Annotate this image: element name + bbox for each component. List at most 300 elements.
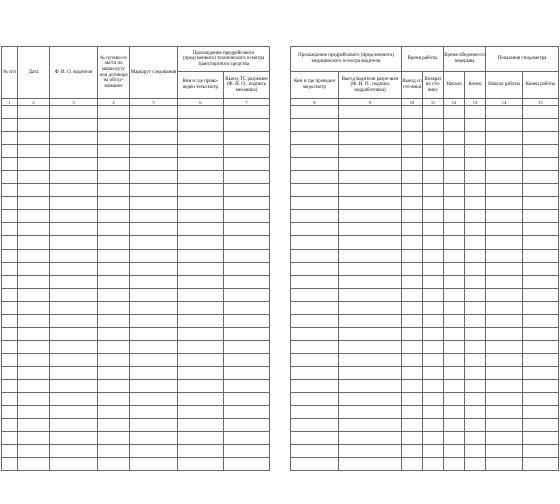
- table-cell: [98, 184, 130, 197]
- table-cell: [2, 366, 18, 379]
- table-cell: [2, 340, 18, 353]
- table-cell: [2, 288, 18, 301]
- table-cell: [98, 197, 130, 210]
- table-cell: [444, 327, 465, 340]
- table-cell: [98, 132, 130, 145]
- table-cell: [402, 210, 423, 223]
- table-cell: [444, 249, 465, 262]
- table-row: [291, 171, 559, 184]
- table-cell: [465, 366, 486, 379]
- table-cell: [402, 132, 423, 145]
- table-cell: [465, 119, 486, 132]
- table-cell: [224, 419, 270, 432]
- table-row: [291, 158, 559, 171]
- table-cell: [2, 210, 18, 223]
- table-cell: [465, 432, 486, 445]
- table-row: [2, 210, 270, 223]
- table-cell: [402, 288, 423, 301]
- table-cell: [444, 340, 465, 353]
- table-cell: [402, 445, 423, 458]
- table-cell: [486, 432, 523, 445]
- table-cell: [444, 119, 465, 132]
- table-cell: [18, 393, 50, 406]
- table-cell: [18, 171, 50, 184]
- table-cell: [444, 236, 465, 249]
- table-cell: [98, 314, 130, 327]
- table-row: [291, 184, 559, 197]
- table-cell: [339, 223, 402, 236]
- table-cell: [423, 106, 444, 119]
- table-row: [2, 184, 270, 197]
- table-cell: [50, 223, 98, 236]
- table-cell: [486, 366, 523, 379]
- table-cell: [486, 406, 523, 419]
- table-cell: [50, 340, 98, 353]
- table-cell: [339, 197, 402, 210]
- table-cell: [224, 106, 270, 119]
- table-cell: [224, 366, 270, 379]
- table-cell: [130, 327, 178, 340]
- table-cell: [178, 184, 224, 197]
- table-cell: [486, 327, 523, 340]
- table-cell: [130, 432, 178, 445]
- table-cell: [339, 419, 402, 432]
- table-cell: [18, 197, 50, 210]
- column-number: 4: [98, 99, 130, 106]
- table-cell: [130, 262, 178, 275]
- table-cell: [224, 171, 270, 184]
- table-cell: [178, 210, 224, 223]
- table-cell: [486, 106, 523, 119]
- table-cell: [2, 197, 18, 210]
- table-cell: [402, 145, 423, 158]
- table-cell: [18, 366, 50, 379]
- table-cell: [18, 106, 50, 119]
- table-cell: [130, 288, 178, 301]
- table-row: [2, 406, 270, 419]
- table-cell: [18, 353, 50, 366]
- table-cell: [291, 119, 339, 132]
- table-cell: [339, 445, 402, 458]
- table-cell: [224, 262, 270, 275]
- table-cell: [423, 223, 444, 236]
- table-row: [291, 275, 559, 288]
- table-cell: [224, 379, 270, 392]
- table-cell: [339, 184, 402, 197]
- table-cell: [18, 275, 50, 288]
- table-row: [2, 145, 270, 158]
- table-row: [291, 132, 559, 145]
- journal-left-page: [1, 46, 270, 471]
- table-cell: [523, 314, 559, 327]
- table-cell: [465, 106, 486, 119]
- table-cell: [224, 301, 270, 314]
- table-cell: [2, 184, 18, 197]
- table-cell: [130, 210, 178, 223]
- table-cell: [523, 236, 559, 249]
- table-cell: [291, 432, 339, 445]
- column-number: 5: [130, 99, 178, 106]
- table-cell: [130, 379, 178, 392]
- table-cell: [486, 119, 523, 132]
- table-cell: [224, 210, 270, 223]
- table-cell: [224, 314, 270, 327]
- table-cell: [178, 197, 224, 210]
- header-lunch-start: Начало: [444, 72, 465, 99]
- column-number: 7: [224, 99, 270, 106]
- table-cell: [50, 353, 98, 366]
- table-cell: [50, 171, 98, 184]
- table-cell: [18, 419, 50, 432]
- table-cell: [465, 249, 486, 262]
- table-cell: [444, 197, 465, 210]
- table-cell: [444, 432, 465, 445]
- table-cell: [18, 119, 50, 132]
- table-row: [2, 366, 270, 379]
- table-cell: [98, 145, 130, 158]
- table-cell: [98, 406, 130, 419]
- table-cell: [423, 406, 444, 419]
- table-cell: [444, 158, 465, 171]
- table-cell: [130, 445, 178, 458]
- table-row: [291, 197, 559, 210]
- table-cell: [444, 210, 465, 223]
- table-cell: [523, 406, 559, 419]
- table-row: [291, 445, 559, 458]
- table-cell: [523, 132, 559, 145]
- table-cell: [50, 119, 98, 132]
- table-cell: [2, 145, 18, 158]
- table-cell: [224, 132, 270, 145]
- table-cell: [523, 249, 559, 262]
- table-cell: [98, 223, 130, 236]
- table-cell: [50, 406, 98, 419]
- table-cell: [178, 171, 224, 184]
- table-cell: [486, 236, 523, 249]
- table-cell: [402, 184, 423, 197]
- table-cell: [50, 158, 98, 171]
- table-cell: [402, 432, 423, 445]
- table-cell: [2, 106, 18, 119]
- table-cell: [339, 314, 402, 327]
- table-cell: [523, 210, 559, 223]
- table-cell: [224, 406, 270, 419]
- table-cell: [18, 458, 50, 471]
- table-cell: [50, 393, 98, 406]
- table-cell: [402, 236, 423, 249]
- table-cell: [423, 288, 444, 301]
- table-row: [2, 314, 270, 327]
- table-row: [2, 236, 270, 249]
- table-cell: [224, 249, 270, 262]
- table-cell: [486, 419, 523, 432]
- table-cell: [130, 197, 178, 210]
- table-cell: [402, 119, 423, 132]
- table-cell: [18, 184, 50, 197]
- table-cell: [486, 314, 523, 327]
- table-cell: [402, 106, 423, 119]
- column-number: 2: [18, 99, 50, 106]
- table-cell: [18, 262, 50, 275]
- table-cell: [130, 314, 178, 327]
- table-cell: [18, 249, 50, 262]
- table-cell: [224, 353, 270, 366]
- table-row: [291, 119, 559, 132]
- table-cell: [2, 393, 18, 406]
- table-row: [2, 132, 270, 145]
- table-cell: [465, 301, 486, 314]
- table-cell: [98, 445, 130, 458]
- table-cell: [486, 458, 523, 471]
- table-cell: [178, 132, 224, 145]
- table-cell: [291, 171, 339, 184]
- table-cell: [339, 327, 402, 340]
- table-cell: [523, 197, 559, 210]
- table-cell: [130, 249, 178, 262]
- column-number: 15: [523, 99, 559, 106]
- table-cell: [130, 353, 178, 366]
- header-work-end: Конец работы: [523, 72, 559, 99]
- header-medical-inspection: Прохождение предрейсового (предсменного) медицинского осмотра водителя: [291, 47, 402, 72]
- table-cell: [444, 223, 465, 236]
- table-cell: [50, 106, 98, 119]
- table-cell: [224, 458, 270, 471]
- table-cell: [98, 158, 130, 171]
- table-cell: [98, 171, 130, 184]
- table-cell: [444, 353, 465, 366]
- table-row: [2, 171, 270, 184]
- table-row: [2, 445, 270, 458]
- table-cell: [523, 419, 559, 432]
- column-number: 1: [2, 99, 18, 106]
- table-cell: [465, 236, 486, 249]
- table-cell: [50, 262, 98, 275]
- table-cell: [18, 223, 50, 236]
- header-driver-release: Выезд водителя разре-шен (Ф. И. О., подпись медработника): [339, 72, 402, 99]
- table-cell: [402, 393, 423, 406]
- table-cell: [423, 432, 444, 445]
- table-cell: [178, 406, 224, 419]
- table-cell: [339, 236, 402, 249]
- table-cell: [224, 236, 270, 249]
- table-cell: [444, 406, 465, 419]
- table-cell: [339, 106, 402, 119]
- table-row: [2, 458, 270, 471]
- table-cell: [423, 340, 444, 353]
- table-cell: [178, 223, 224, 236]
- table-row: [2, 301, 270, 314]
- table-cell: [423, 184, 444, 197]
- table-cell: [465, 184, 486, 197]
- table-cell: [423, 445, 444, 458]
- table-cell: [224, 184, 270, 197]
- table-cell: [50, 132, 98, 145]
- table-cell: [178, 158, 224, 171]
- table-row: [2, 223, 270, 236]
- table-cell: [291, 106, 339, 119]
- table-cell: [423, 393, 444, 406]
- table-cell: [98, 249, 130, 262]
- table-cell: [2, 132, 18, 145]
- table-row: [291, 327, 559, 340]
- table-row: [291, 353, 559, 366]
- header-driver-name: Ф. И. О. водителя: [50, 47, 98, 99]
- table-cell: [18, 288, 50, 301]
- table-cell: [224, 393, 270, 406]
- table-cell: [2, 327, 18, 340]
- table-cell: [50, 327, 98, 340]
- table-row: [2, 353, 270, 366]
- table-cell: [224, 145, 270, 158]
- table-cell: [465, 327, 486, 340]
- table-cell: [465, 458, 486, 471]
- table-row: [2, 393, 270, 406]
- table-cell: [130, 145, 178, 158]
- table-cell: [523, 158, 559, 171]
- header-row-number: № п/п: [2, 47, 18, 99]
- table-cell: [291, 262, 339, 275]
- table-cell: [130, 132, 178, 145]
- header-route: Маршрут следования: [130, 47, 178, 99]
- table-cell: [50, 301, 98, 314]
- table-cell: [291, 327, 339, 340]
- table-cell: [339, 275, 402, 288]
- table-cell: [50, 236, 98, 249]
- table-cell: [178, 379, 224, 392]
- table-cell: [178, 458, 224, 471]
- table-cell: [130, 393, 178, 406]
- table-cell: [444, 379, 465, 392]
- table-cell: [130, 158, 178, 171]
- table-cell: [18, 406, 50, 419]
- table-cell: [130, 275, 178, 288]
- table-cell: [98, 353, 130, 366]
- table-cell: [98, 327, 130, 340]
- table-cell: [523, 184, 559, 197]
- table-cell: [486, 132, 523, 145]
- header-waybill-number: № путево-го листа по марш-руту или договора на обслу-живание: [98, 47, 130, 99]
- table-cell: [339, 432, 402, 445]
- table-cell: [423, 145, 444, 158]
- table-cell: [224, 158, 270, 171]
- table-cell: [486, 210, 523, 223]
- table-cell: [444, 445, 465, 458]
- table-cell: [402, 197, 423, 210]
- table-row: [2, 379, 270, 392]
- table-cell: [18, 145, 50, 158]
- table-cell: [423, 419, 444, 432]
- table-cell: [486, 393, 523, 406]
- table-cell: [423, 353, 444, 366]
- table-cell: [224, 119, 270, 132]
- table-row: [291, 393, 559, 406]
- table-cell: [178, 445, 224, 458]
- table-cell: [423, 458, 444, 471]
- table-cell: [444, 366, 465, 379]
- table-row: [2, 249, 270, 262]
- table-cell: [224, 275, 270, 288]
- table-cell: [98, 379, 130, 392]
- table-row: [291, 288, 559, 301]
- table-cell: [402, 340, 423, 353]
- table-cell: [291, 184, 339, 197]
- table-cell: [423, 249, 444, 262]
- table-cell: [465, 419, 486, 432]
- table-cell: [291, 445, 339, 458]
- table-cell: [486, 275, 523, 288]
- table-cell: [486, 288, 523, 301]
- table-row: [2, 340, 270, 353]
- table-cell: [130, 171, 178, 184]
- table-cell: [339, 145, 402, 158]
- table-cell: [339, 301, 402, 314]
- table-cell: [130, 119, 178, 132]
- table-cell: [339, 366, 402, 379]
- table-cell: [2, 432, 18, 445]
- table-cell: [444, 171, 465, 184]
- table-cell: [291, 210, 339, 223]
- table-cell: [130, 236, 178, 249]
- table-cell: [18, 314, 50, 327]
- table-cell: [444, 132, 465, 145]
- table-cell: [339, 288, 402, 301]
- table-row: [2, 432, 270, 445]
- table-cell: [98, 366, 130, 379]
- table-cell: [98, 210, 130, 223]
- table-cell: [18, 379, 50, 392]
- table-cell: [444, 458, 465, 471]
- table-cell: [402, 249, 423, 262]
- table-cell: [50, 314, 98, 327]
- table-cell: [2, 379, 18, 392]
- table-cell: [339, 249, 402, 262]
- table-cell: [423, 236, 444, 249]
- table-cell: [178, 275, 224, 288]
- table-cell: [178, 314, 224, 327]
- header-departure: Выезд со сто-янки: [402, 72, 423, 99]
- table-cell: [50, 445, 98, 458]
- table-cell: [130, 366, 178, 379]
- table-cell: [291, 340, 339, 353]
- table-row: [291, 406, 559, 419]
- table-cell: [98, 236, 130, 249]
- column-number: 14: [486, 99, 523, 106]
- table-cell: [291, 132, 339, 145]
- table-cell: [402, 314, 423, 327]
- table-cell: [2, 275, 18, 288]
- table-cell: [2, 158, 18, 171]
- table-row: [291, 262, 559, 275]
- table-row: [291, 223, 559, 236]
- table-cell: [291, 353, 339, 366]
- table-cell: [465, 158, 486, 171]
- table-cell: [523, 223, 559, 236]
- table-cell: [50, 249, 98, 262]
- table-row: [2, 327, 270, 340]
- table-cell: [402, 223, 423, 236]
- table-cell: [465, 145, 486, 158]
- table-cell: [178, 432, 224, 445]
- header-date: Дата: [18, 47, 50, 99]
- table-cell: [130, 106, 178, 119]
- table-cell: [444, 301, 465, 314]
- table-cell: [486, 197, 523, 210]
- table-cell: [339, 119, 402, 132]
- table-cell: [402, 262, 423, 275]
- table-cell: [402, 327, 423, 340]
- column-number: 9: [339, 99, 402, 106]
- table-cell: [465, 132, 486, 145]
